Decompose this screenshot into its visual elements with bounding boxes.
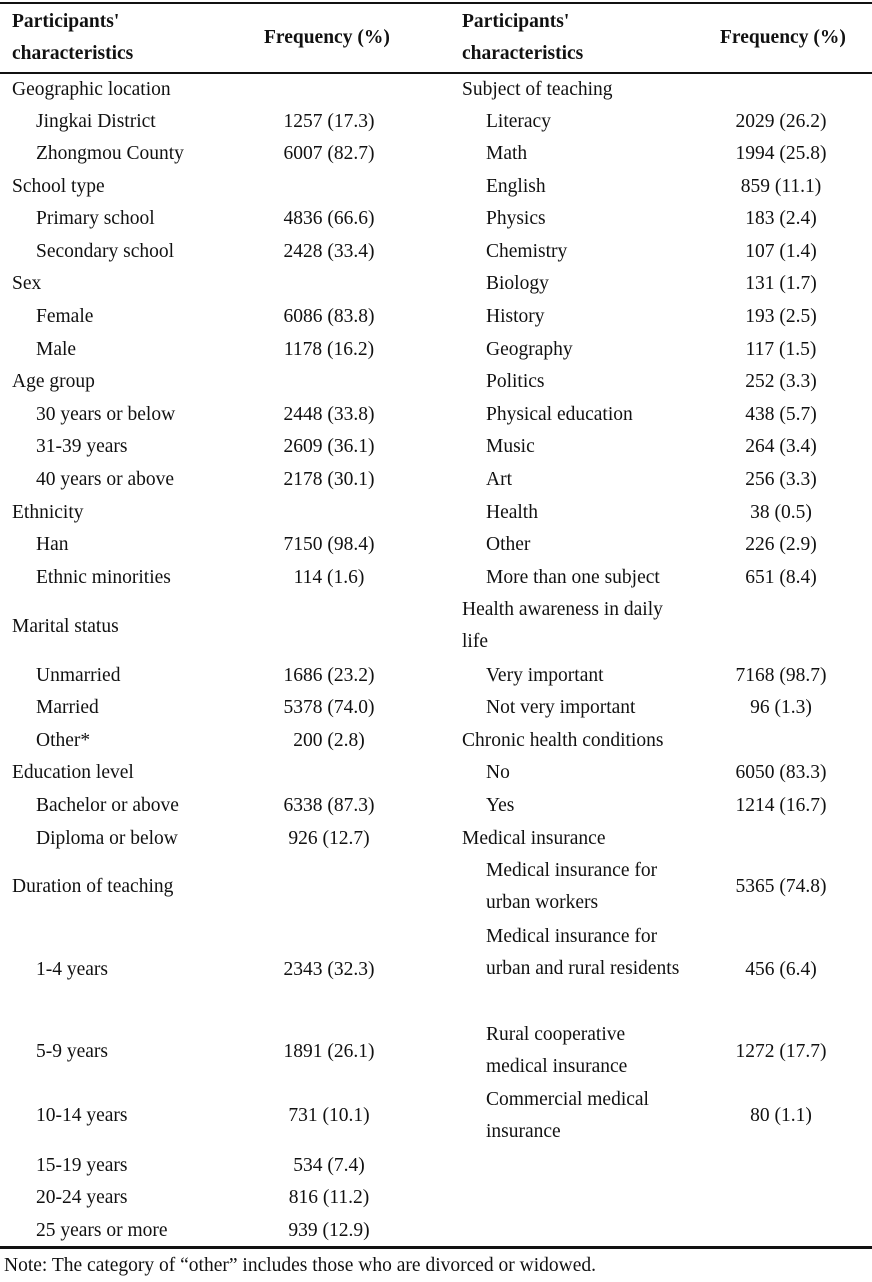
right-row-value: 117 (1.5) xyxy=(745,339,817,360)
left-row-value: 4836 (66.6) xyxy=(283,208,375,229)
right-row-value: 1214 (16.7) xyxy=(735,795,827,816)
left-row-value: 731 (10.1) xyxy=(288,1105,370,1126)
right-row-value: 96 (1.3) xyxy=(750,697,812,718)
right-row-value: 2029 (26.2) xyxy=(735,111,827,132)
right-row-value: 80 (1.1) xyxy=(750,1105,812,1126)
left-row-label: Married xyxy=(36,697,99,718)
right-row-label: Very important xyxy=(486,665,604,686)
top-rule xyxy=(0,2,872,4)
right-row-label: Physical education xyxy=(486,404,633,425)
left-row-value: 2448 (33.8) xyxy=(283,404,375,425)
right-row-label: Yes xyxy=(486,795,515,816)
left-row-value: 2343 (32.3) xyxy=(283,959,375,980)
right-row-label: History xyxy=(486,306,545,327)
right-row-label: Health awareness in daily life xyxy=(462,599,663,652)
bottom-rule xyxy=(0,1246,872,1249)
right-row-label: No xyxy=(486,762,510,783)
left-row-value: 534 (7.4) xyxy=(293,1155,365,1176)
left-row-label: Diploma or below xyxy=(36,828,178,849)
right-row-label: Literacy xyxy=(486,111,551,132)
header-right-characteristics: Participants' characteristics xyxy=(462,11,584,64)
left-row-value: 6086 (83.8) xyxy=(283,306,375,327)
right-row-label: Math xyxy=(486,143,528,164)
left-row-label: Zhongmou County xyxy=(36,143,184,164)
right-row-label: Music xyxy=(486,436,535,457)
left-row-label: Other* xyxy=(36,730,91,751)
right-row-label: Geography xyxy=(486,339,573,360)
right-row-label: Physics xyxy=(486,208,546,229)
right-row-value: 252 (3.3) xyxy=(745,371,817,392)
right-row-label: Politics xyxy=(486,371,545,392)
left-row-value: 816 (11.2) xyxy=(288,1187,370,1208)
left-row-label: 30 years or below xyxy=(36,404,176,425)
left-row-value: 939 (12.9) xyxy=(288,1220,370,1241)
right-row-value: 131 (1.7) xyxy=(745,273,817,294)
right-row-label: Chronic health conditions xyxy=(462,730,664,751)
left-row-label: Primary school xyxy=(36,208,155,229)
left-row-value: 1257 (17.3) xyxy=(283,111,375,132)
left-row-value: 1178 (16.2) xyxy=(283,339,375,360)
left-row-label: Secondary school xyxy=(36,241,175,262)
left-row-label: Ethnic minorities xyxy=(36,567,171,588)
right-row-value: 264 (3.4) xyxy=(745,436,817,457)
left-row-value: 926 (12.7) xyxy=(288,828,370,849)
left-row-label: 15-19 years xyxy=(36,1155,128,1176)
right-row-label: Chemistry xyxy=(486,241,568,262)
table-note: Note: The category of “other” includes those who are divorced or widowed. xyxy=(4,1255,597,1276)
right-row-label: Subject of teaching xyxy=(462,79,613,100)
header-right-frequency: Frequency (%) xyxy=(720,27,846,48)
right-row-value: 256 (3.3) xyxy=(745,469,817,490)
right-row-label: Commercial medical insurance xyxy=(486,1089,649,1142)
left-row-label: Age group xyxy=(12,371,95,392)
right-row-label: Rural cooperative medical insurance xyxy=(486,1024,628,1077)
right-row-value: 226 (2.9) xyxy=(745,534,817,555)
left-row-label: Ethnicity xyxy=(12,502,84,523)
left-row-value: 114 (1.6) xyxy=(293,567,365,588)
left-row-label: Marital status xyxy=(12,616,119,637)
right-row-value: 7168 (98.7) xyxy=(735,665,827,686)
header-left-characteristics: Participants' characteristics xyxy=(12,11,134,64)
left-row-value: 1686 (23.2) xyxy=(283,665,375,686)
right-row-label: Art xyxy=(486,469,512,490)
right-row-label: Medical insurance xyxy=(462,828,606,849)
right-row-value: 1994 (25.8) xyxy=(735,143,827,164)
header-left-frequency: Frequency (%) xyxy=(264,27,390,48)
right-row-value: 6050 (83.3) xyxy=(735,762,827,783)
right-row-value: 5365 (74.8) xyxy=(735,876,827,897)
left-row-value: 7150 (98.4) xyxy=(283,534,375,555)
left-row-value: 2178 (30.1) xyxy=(283,469,375,490)
left-row-label: Duration of teaching xyxy=(12,876,174,897)
right-row-value: 651 (8.4) xyxy=(745,567,817,588)
left-row-label: 5-9 years xyxy=(36,1041,109,1062)
left-row-label: Bachelor or above xyxy=(36,795,179,816)
left-row-label: Sex xyxy=(12,273,42,294)
left-row-label: 10-14 years xyxy=(36,1105,128,1126)
left-row-label: Han xyxy=(36,534,69,555)
left-row-label: Male xyxy=(36,339,77,360)
left-row-label: Education level xyxy=(12,762,134,783)
left-row-label: 1-4 years xyxy=(36,959,109,980)
right-row-value: 859 (11.1) xyxy=(740,176,822,197)
right-row-value: 456 (6.4) xyxy=(745,959,817,980)
right-row-value: 193 (2.5) xyxy=(745,306,817,327)
right-row-label: Other xyxy=(486,534,531,555)
left-row-label: Female xyxy=(36,306,94,327)
left-row-label: Jingkai District xyxy=(36,111,156,132)
left-row-label: 25 years or more xyxy=(36,1220,168,1241)
left-row-value: 1891 (26.1) xyxy=(283,1041,375,1062)
left-row-label: School type xyxy=(12,176,105,197)
left-row-value: 2609 (36.1) xyxy=(283,436,375,457)
left-row-label: 40 years or above xyxy=(36,469,175,490)
right-row-label: Biology xyxy=(486,273,549,294)
left-row-label: Unmarried xyxy=(36,665,121,686)
right-row-label: Medical insurance for urban workers xyxy=(486,860,658,913)
right-row-value: 183 (2.4) xyxy=(745,208,817,229)
left-row-value: 6007 (82.7) xyxy=(283,143,375,164)
right-row-value: 107 (1.4) xyxy=(745,241,817,262)
left-row-value: 200 (2.8) xyxy=(293,730,365,751)
right-row-value: 38 (0.5) xyxy=(750,502,812,523)
right-row-label: Not very important xyxy=(486,697,636,718)
right-row-value: 1272 (17.7) xyxy=(735,1041,827,1062)
right-row-label: Health xyxy=(486,502,538,523)
right-row-label: English xyxy=(486,176,546,197)
left-row-value: 5378 (74.0) xyxy=(283,697,375,718)
right-row-value: 438 (5.7) xyxy=(745,404,817,425)
left-row-label: Geographic location xyxy=(12,79,171,100)
left-row-label: 31-39 years xyxy=(36,436,128,457)
right-row-label: More than one subject xyxy=(486,567,660,588)
left-row-value: 2428 (33.4) xyxy=(283,241,375,262)
left-row-label: 20-24 years xyxy=(36,1187,128,1208)
left-row-value: 6338 (87.3) xyxy=(283,795,375,816)
right-row-label: Medical insurance for urban and rural residents xyxy=(486,926,680,979)
